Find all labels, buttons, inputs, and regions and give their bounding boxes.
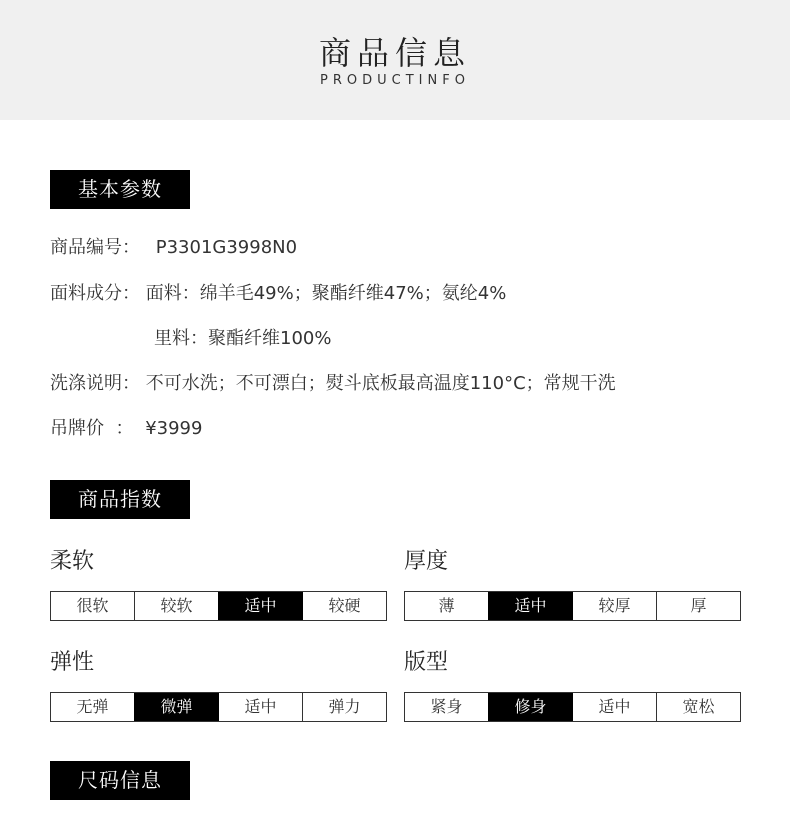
fabric-label: 面料成分： — [50, 283, 140, 304]
index-option: 薄 — [405, 592, 488, 620]
index-option: 适中 — [572, 693, 656, 721]
index-scale — [50, 692, 387, 722]
index-option: 微弹 — [134, 693, 218, 721]
index-option: 适中 — [218, 693, 302, 721]
page-title: 商品信息 — [318, 34, 471, 72]
wash-label: 洗涤说明： — [50, 373, 140, 394]
header-banner — [0, 0, 790, 120]
index-option: 宽松 — [656, 693, 740, 721]
index-option: 较硬 — [302, 592, 386, 620]
index-group-elasticity — [50, 650, 387, 716]
info-row-price — [50, 417, 202, 441]
index-scale — [50, 591, 387, 621]
fabric-value: 面料：绵羊毛49%；聚酯纤维47%；氨纶4% — [145, 283, 507, 304]
info-row-lining — [154, 327, 331, 351]
index-option: 适中 — [218, 592, 302, 620]
index-option: 无弹 — [51, 693, 134, 721]
code-label: 商品编号： — [50, 237, 140, 258]
info-row-wash — [50, 372, 616, 396]
section-tag-index: 商品指数 — [50, 480, 190, 519]
index-option: 修身 — [488, 693, 572, 721]
index-title: 厚度 — [404, 549, 449, 574]
index-option: 厚 — [656, 592, 740, 620]
code-value: P3301G3998N0 — [155, 237, 298, 258]
section-tag-size: 尺码信息 — [50, 761, 190, 800]
index-option: 弹力 — [302, 693, 386, 721]
wash-value: 不可水洗；不可漂白；熨斗底板最高温度110°C；常规干洗 — [145, 373, 616, 394]
index-group-fit — [404, 650, 741, 716]
price-value: ¥3999 — [145, 418, 203, 439]
index-scale — [404, 591, 741, 621]
index-option: 较厚 — [572, 592, 656, 620]
section-tag-basic: 基本参数 — [50, 170, 190, 209]
page-subtitle: PRODUCTINFO — [320, 73, 470, 88]
index-option: 紧身 — [405, 693, 488, 721]
index-option: 适中 — [488, 592, 572, 620]
index-group-softness — [50, 549, 387, 615]
index-title: 柔软 — [50, 549, 95, 574]
index-title: 弹性 — [50, 650, 95, 675]
index-scale — [404, 692, 741, 722]
price-label: 吊牌价 ： — [50, 418, 134, 439]
index-group-thickness — [404, 549, 741, 615]
index-option: 很软 — [51, 592, 134, 620]
index-option: 较软 — [134, 592, 218, 620]
index-title: 版型 — [404, 650, 449, 675]
info-row-code — [50, 236, 297, 260]
info-row-fabric — [50, 282, 506, 306]
lining-value: 里料：聚酯纤维100% — [154, 328, 332, 349]
